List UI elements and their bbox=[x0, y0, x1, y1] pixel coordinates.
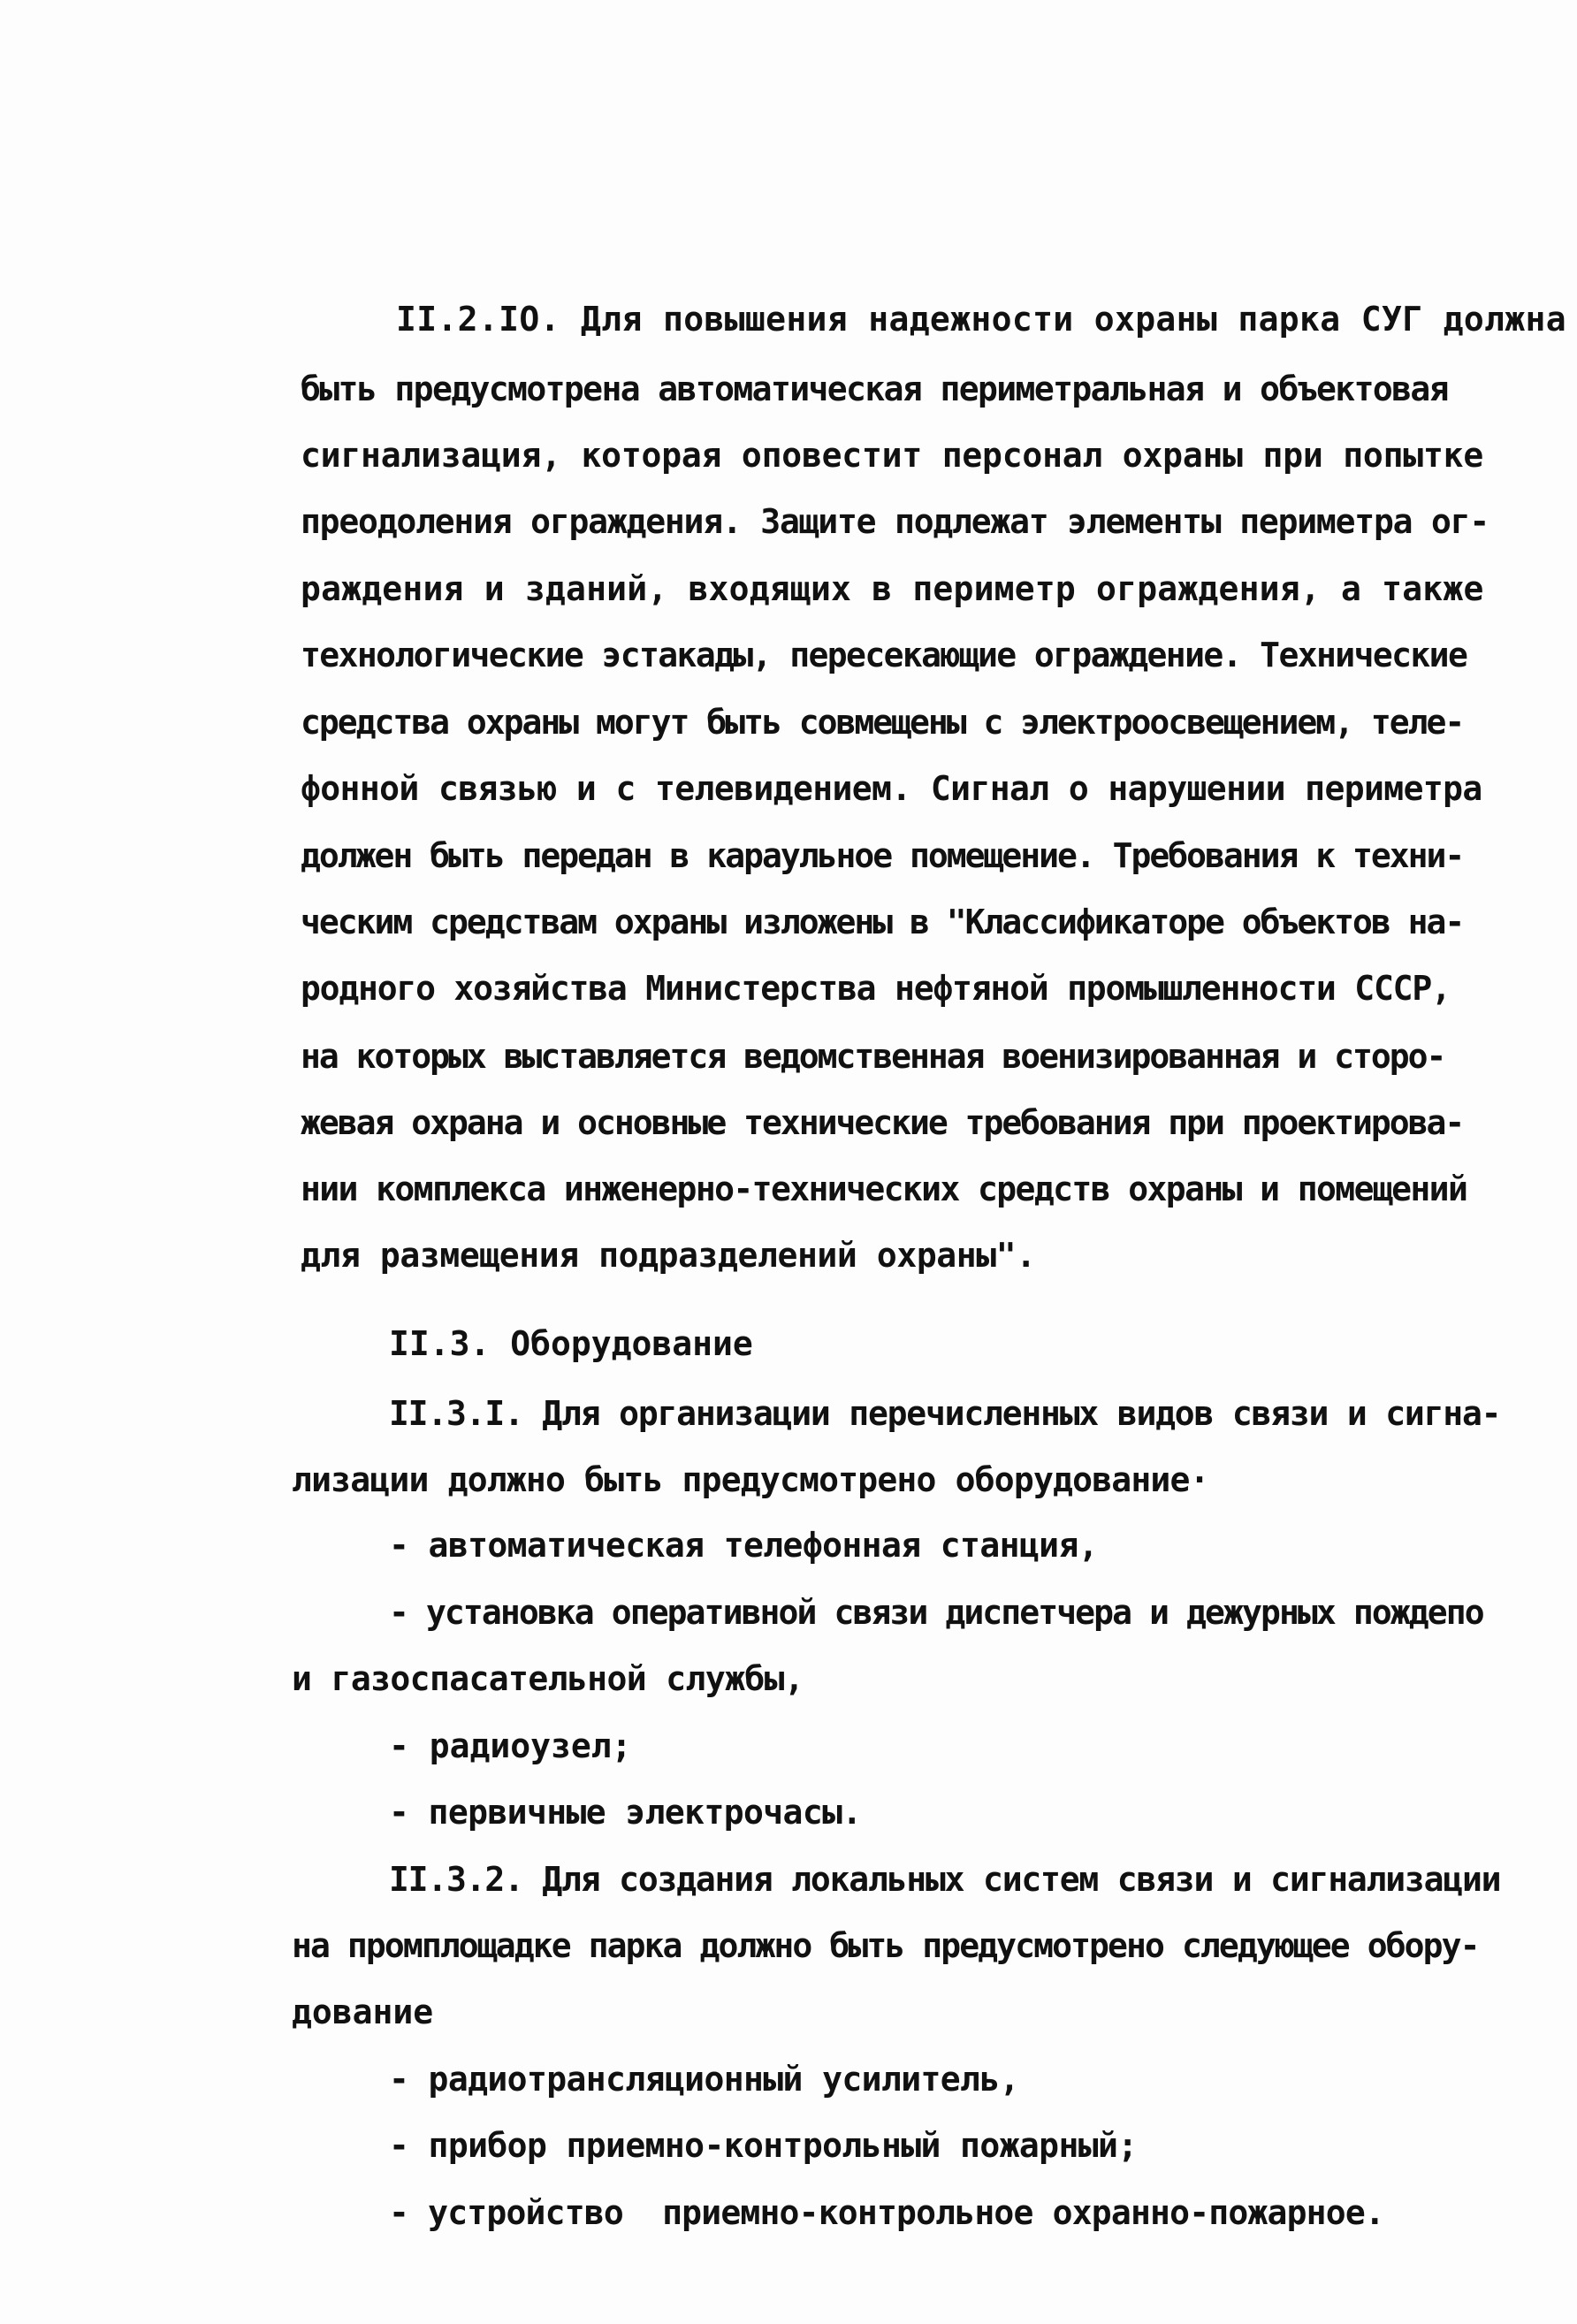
list-item: - автоматическая телефонная станция, bbox=[389, 1526, 1099, 1565]
text-line: II.2.IO. Для повышения надежности охраны парка СУГ должна bbox=[396, 300, 1566, 339]
text-line: II.3.2. Для создания локальных систем связи и сигнализации bbox=[389, 1860, 1501, 1899]
text-line: должен быть передан в караульное помещение. Требования к техни- bbox=[301, 836, 1464, 875]
text-line: на которых выставляется ведомственная военизированная и сторо- bbox=[301, 1037, 1445, 1076]
text-line: для размещения подразделений охраны". bbox=[301, 1236, 1036, 1275]
list-item: - устройство приемно-контрольное охранно-пожарное. bbox=[389, 2193, 1384, 2232]
text-line: быть предусмотрена автоматическая периметральная и объектовая bbox=[301, 370, 1448, 408]
list-item: - установка оперативной связи диспетчера и дежурных пождепо bbox=[389, 1593, 1483, 1632]
text-line: родного хозяйства Министерства нефтяной промышленности СССР, bbox=[301, 969, 1451, 1008]
list-item: и газоспасательной службы, bbox=[292, 1659, 804, 1698]
list-item: - радиоузел; bbox=[389, 1726, 632, 1765]
list-item: - радиотрансляционный усилитель, bbox=[389, 2060, 1019, 2099]
list-item: - первичные электрочасы. bbox=[389, 1793, 862, 1832]
text-line: ческим средствам охраны изложены в "Классификаторе объектов на- bbox=[301, 903, 1464, 941]
text-line: раждения и зданий, входящих в периметр ограждения, а также bbox=[301, 569, 1484, 608]
text-line: II.3.I. Для организации перечисленных видов связи и сигна- bbox=[389, 1394, 1501, 1433]
text-line: нии комплекса инженерно-технических средств охраны и помещений bbox=[301, 1170, 1467, 1208]
text-line: технологические эстакады, пересекающие ограждение. Технические bbox=[301, 636, 1467, 674]
text-line: средства охраны могут быть совмещены с электроосвещением, теле- bbox=[301, 703, 1464, 742]
text-line: сигнализация, которая оповестит персонал охраны при попытке bbox=[301, 436, 1483, 475]
text-line: преодоления ограждения. Защите подлежат элементы периметра ог- bbox=[301, 502, 1489, 541]
text-line: на промплощадке парка должно быть предусмотрено следующее обору- bbox=[292, 1926, 1479, 1965]
text-line: фонной связью и с телевидением. Сигнал о нарушении периметра bbox=[301, 769, 1482, 808]
text-line: лизации должно быть предусмотрено оборудование· bbox=[292, 1460, 1209, 1499]
list-item: - прибор приемно-контрольный пожарный; bbox=[389, 2126, 1138, 2165]
section-heading: II.3. Оборудование bbox=[389, 1324, 753, 1363]
text-line: дование bbox=[292, 1993, 434, 2031]
text-line: жевая охрана и основные технические требования при проектирова- bbox=[301, 1103, 1464, 1142]
